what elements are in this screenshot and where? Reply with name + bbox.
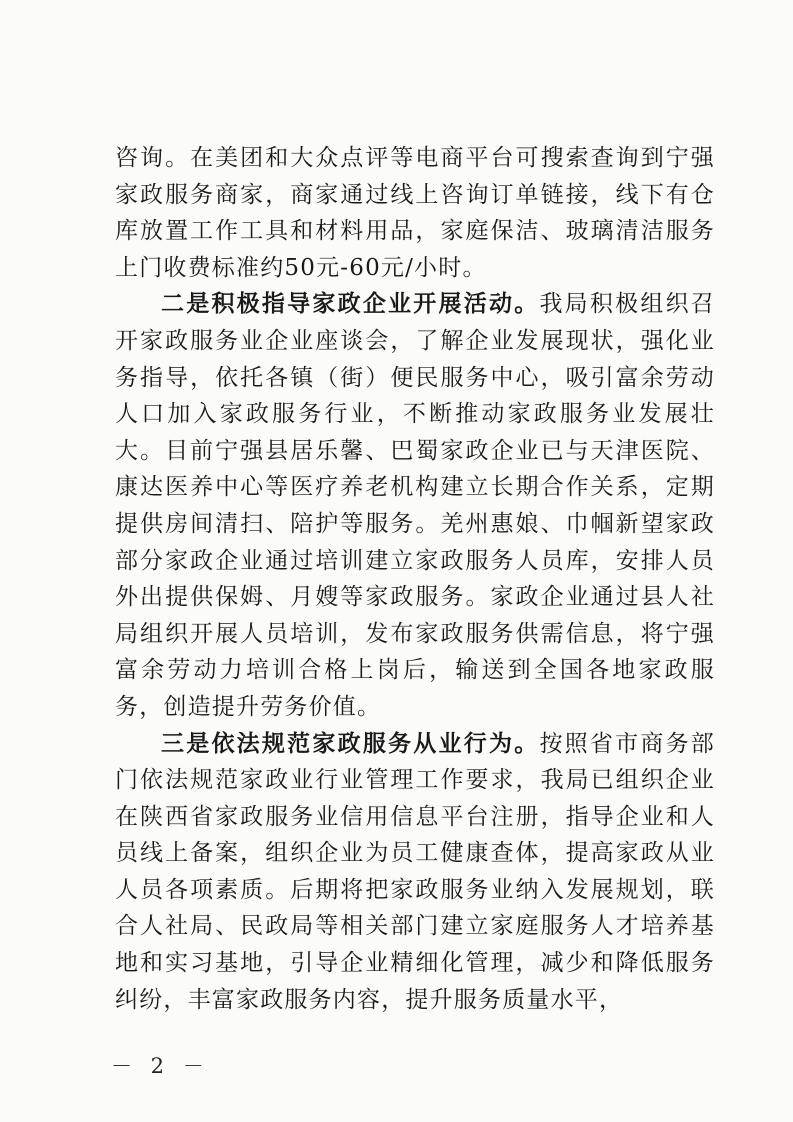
- paragraph-3: [115, 726, 715, 1019]
- paragraph-3-text: 按照省市商务部门依法规范家政业行业管理工作要求，我局已组织企业在陕西省家政服务业信用信息平台注册，指导企业和人员线上备案，组织企业为员工健康查体，提高家政从业人员各项素质。后期将把家政服务业纳入发展规划，联合人社局、民政局等相关部门建立家庭服务人才培养基地和实习基地，引导企业精细化管理，减少和降低服务纠纷，丰富家政服务内容，提升服务质量水平，: [115, 730, 716, 1013]
- page-number: － 2 －: [111, 1054, 210, 1078]
- document-body: [115, 140, 715, 1018]
- paragraph-2: [115, 286, 715, 725]
- paragraph-1: [115, 140, 715, 286]
- paragraph-1-text: 咨询。在美团和大众点评等电商平台可搜索查询到宁强家政服务商家，商家通过线上咨询订单链接，线下有仓库放置工作工具和材料用品，家庭保洁、玻璃清洁服务上门收费标准约50元-60元/小时。: [115, 145, 715, 281]
- paragraph-3-heading: 三是依法规范家政服务从业行为。: [161, 730, 540, 757]
- paragraph-2-heading: 二是积极指导家政企业开展活动。: [161, 291, 540, 318]
- paragraph-2-text: 我局积极组织召开家政服务业企业座谈会，了解企业发展现状，强化业务指导，依托各镇（街）便民服务中心，吸引富余劳动人口加入家政服务行业，不断推动家政服务业发展壮大。目前宁强县居乐馨、巴蜀家政企业已与天津医院、康达医养中心等医疗养老机构建立长期合作关系，定期提供房间清扫、陪护等服务。羌州惠娘、巾帼新望家政部分家政企业通过培训建立家政服务人员库，安排人员外出提供保姆、月嫂等家政服务。家政企业通过县人社局组织开展人员培训，发布家政服务供需信息，将宁强富余劳动力培训合格上岗后，输送到全国各地家政服务，创造提升劳务价值。: [115, 291, 716, 720]
